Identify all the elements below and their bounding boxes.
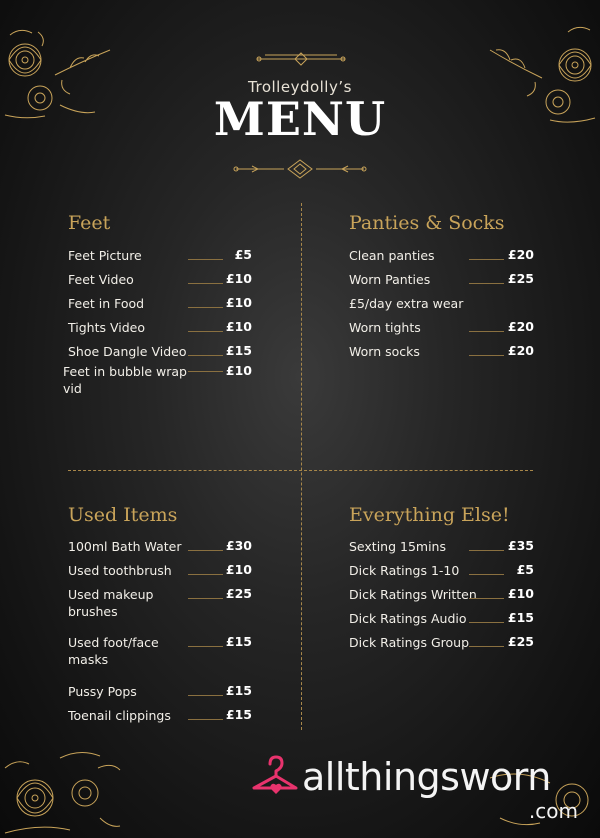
floral-corner-bottom-left-icon bbox=[0, 738, 130, 838]
section-title-panties-socks: Panties & Socks bbox=[349, 212, 505, 234]
item-name: Toenail clippings bbox=[68, 708, 171, 723]
item-price: £10 bbox=[225, 271, 252, 286]
item-name: Feet Video bbox=[68, 272, 134, 287]
item-price: £15 bbox=[225, 343, 252, 358]
item-price: £20 bbox=[507, 247, 534, 262]
item-name: Feet Picture bbox=[68, 248, 142, 263]
item-name: Pussy Pops bbox=[68, 684, 137, 699]
item-price: £20 bbox=[507, 319, 534, 334]
item-price: £10 bbox=[225, 562, 252, 577]
item-price: £20 bbox=[507, 343, 534, 358]
item-price: £5 bbox=[516, 562, 534, 577]
item-name: Feet in Food bbox=[68, 296, 145, 311]
item-price: £30 bbox=[225, 538, 252, 553]
item-name: Dick Ratings Written bbox=[349, 587, 477, 602]
menu-title: MENU bbox=[213, 92, 387, 146]
hanger-heart-icon bbox=[250, 754, 300, 804]
vertical-divider bbox=[301, 203, 302, 730]
watermark-brand: allthingsworn bbox=[302, 755, 551, 799]
section-title-feet: Feet bbox=[68, 212, 111, 234]
item-name: Used toothbrush bbox=[68, 563, 172, 578]
section-title-used-items: Used Items bbox=[68, 504, 178, 526]
item-name: Tights Video bbox=[68, 320, 145, 335]
horizontal-divider bbox=[68, 470, 533, 471]
item-name: Clean panties bbox=[349, 248, 435, 263]
item-name: Worn socks bbox=[349, 344, 420, 359]
item-name: Sexting 15mins bbox=[349, 539, 446, 554]
item-name: Worn Panties bbox=[349, 272, 431, 287]
item-name: Shoe Dangle Video bbox=[68, 344, 187, 359]
item-price: £25 bbox=[507, 634, 534, 649]
item-name: Dick Ratings Group bbox=[349, 635, 470, 650]
item-price: £5 bbox=[234, 247, 252, 262]
ornament-top-icon bbox=[255, 50, 347, 68]
item-name: Dick Ratings Audio bbox=[349, 611, 467, 626]
ornament-bottom-icon bbox=[232, 158, 368, 180]
item-name: Feet in bubble wrap vid bbox=[63, 364, 187, 396]
allthingsworn-watermark bbox=[250, 752, 590, 832]
item-name: Dick Ratings 1-10 bbox=[349, 563, 460, 578]
item-price: £15 bbox=[225, 634, 252, 649]
watermark-tld: .com bbox=[528, 799, 578, 823]
section-title-everything-else: Everything Else! bbox=[349, 504, 510, 526]
item-price: £15 bbox=[225, 707, 252, 722]
item-price: £10 bbox=[225, 363, 252, 378]
item-name: 100ml Bath Water bbox=[68, 539, 182, 554]
item-price: £35 bbox=[507, 538, 534, 553]
item-name: Worn tights bbox=[349, 320, 421, 335]
item-name: Used foot/face masks bbox=[68, 635, 159, 667]
item-name: £5/day extra wear bbox=[349, 296, 464, 311]
item-price: £10 bbox=[225, 319, 252, 334]
item-price: £25 bbox=[507, 271, 534, 286]
item-price: £15 bbox=[225, 683, 252, 698]
item-name: Used makeup brushes bbox=[68, 587, 154, 619]
item-price: £10 bbox=[225, 295, 252, 310]
item-price: £10 bbox=[507, 586, 534, 601]
menu-subtitle: Trolleydolly’s bbox=[248, 78, 352, 96]
item-price: £25 bbox=[225, 586, 252, 601]
item-price: £15 bbox=[507, 610, 534, 625]
